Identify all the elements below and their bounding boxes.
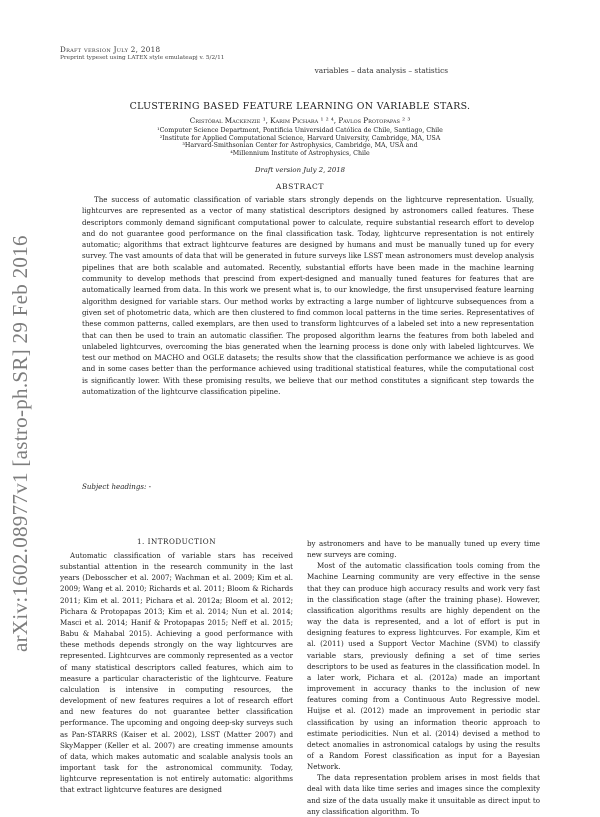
draft-version-header: Draft version July 2, 2018 [60, 45, 161, 54]
paper-title: CLUSTERING BASED FEATURE LEARNING ON VARIABLE STARS. [129, 101, 471, 112]
affiliation-4: ⁴Millennium Institute of Astrophysics, Chile [230, 149, 370, 157]
abstract-heading: ABSTRACT [275, 182, 325, 191]
right-column [307, 538, 540, 817]
abstract-body: The success of automatic classification of variable stars strongly depends on the lightcurve representation. Usually, lightcurves are represented as a vector of many statistical descriptors designed by astronomers called features. These descriptors commonly demand significant computational power to calculate, require substantial research effort to develop and do not guarantee good performance on the final classification task. Today, lightcurve representation is not entirely automatic; algorithms that extract lightcurve features are designed by humans and must be manually tuned up for every survey. The vast amounts of data that will be generated in future surveys like LSST mean astronomers must develop analysis pipelines that are both scalable and automated. Recently, substantial efforts have been made in the machine learning community to develop methods that prescind from expert-designed and manually tuned features for features that are automatically learned from data. In this work we present what is, to our knowledge, the first unsupervised feature learning algorithm designed for variable stars. Our method works by extracting a large number of lightcurve subsequences from a given set of photometric data, which are then clustered to find common local patterns in the time series. Representatives of these common patterns, called exemplars, are then used to transform lightcurves of a labeled set into a new representation that can then be used to train an automatic classifier. The proposed algorithm learns the features from both labeled and unlabeled lightcurves, overcoming the bias generated when the learning process is done only with labeled lightcurves. We test our method on MACHO and OGLE datasets; the results show that the classification performance we achieve is as good and in some cases better than the performance achieved using traditional statistical features, while the computational cost is significantly lower. With these promising results, we believe that our method constitutes a significant step towards the automatization of the lightcurve classification pipeline. [82, 195, 534, 397]
left-column [60, 550, 293, 795]
draft-date-line: Draft version July 2, 2018 [254, 166, 345, 174]
subject-headings: Subject headings: - [82, 482, 152, 491]
intro-paragraph-3: The data representation problem arises in most fields that deal with data like time series and images since the complexity and size of the data usually make it unsuitable as direct input to any classification algorithm. To [307, 773, 540, 816]
affiliations [60, 127, 540, 157]
preprint-line: Preprint typeset using LATEX style emulateapj v. 5/2/11 [60, 55, 225, 61]
author-list: Cristóbal Mackenzie ¹, Karim Pichara ¹ ² ⁴, Pavlos Protopapas ² ³ [189, 116, 411, 125]
arxiv-stamp[interactable]: arXiv:1602.08977v1 [astro-ph.SR] 29 Feb 2016 [8, 235, 32, 652]
intro-paragraph-2: Most of the automatic classification tools coming from the Machine Learning community are very effective in the sense that they can produce high accuracy results and work very fast in the classification stage (after the training phase). However, classification algorithms results are highly dependent on the way the data is represented, and a lot of effort is put in designing features to express lightcurves. For example, Kim et al. (2011) used a Support Vector Machine (SVM) to classify variable stars, previously defining a set of time series descriptors to be used as features in the classification model. In a later work, Pichara et al. (2012a) made an important improvement in accuracy thanks to the inclusion of new features coming from a Continuous Auto Regressive model. Huijse et al. (2012) made an improvement in periodic star classification by using an information theoric approach to estimate periodicities. Nun et al. (2014) devised a method to detect anomalies in astronomical catalogs by using the results of a Random Forest classification as input for a Bayesian Network. [307, 561, 540, 772]
intro-paragraph-1: Automatic classification of variable stars has received substantial attention in the research community in the last years (Debosscher et al. 2007; Wachman et al. 2009; Kim et al. 2009; Wang et al. 2010; Richards et al. 2011; Bloom & Richards 2011; Kim et al. 2011; Pichara et al. 2012a; Bloom et al. 2012; Pichara & Protopapas 2013; Kim et al. 2014; Nun et al. 2014; Masci et al. 2014; Hanif & Protopapas 2015; Neff et al. 2015; Babu & Mahabal 2015). Achieving a good performance with these methods depends strongly on the way lightcurves are represented. Lightcurves are commonly represented as a vector of many statistical descriptors called features, which aim to measure a particular characteristic of the lightcurve. Feature calculation is intensive in computing resources, the development of new features requires a lot of research effort and new features do not guarantee better classification performance. The upcoming and ongoing deep-sky surveys such as Pan-STARRS (Kaiser et al. 2002), LSST (Matter 2007) and SkyMapper (Keller et al. 2007) are creating immense amounts of data, which makes automatic and scalable analysis tools an important task for the astronomical community. Today, lightcurve representation is not entirely automatic: algorithms that extract lightcurve features are designed [60, 551, 293, 795]
affiliation-3: ³Harvard-Smithsonian Center for Astrophysics, Cambridge, MA, USA and [182, 142, 418, 150]
intro-paragraph-continued: by astronomers and have to be manually tuned up every time new surveys are coming. [307, 539, 540, 560]
affiliation-2: ²Institute for Applied Computational Science, Harvard University, Cambridge, MA, USA [159, 134, 441, 142]
keywords-header: variables – data analysis – statistics [314, 66, 448, 75]
affiliation-1: ¹Computer Science Department, Pontificia Universidad Católica de Chile, Santiago, Chile [157, 127, 443, 134]
introduction-heading: 1. INTRODUCTION [136, 537, 216, 546]
